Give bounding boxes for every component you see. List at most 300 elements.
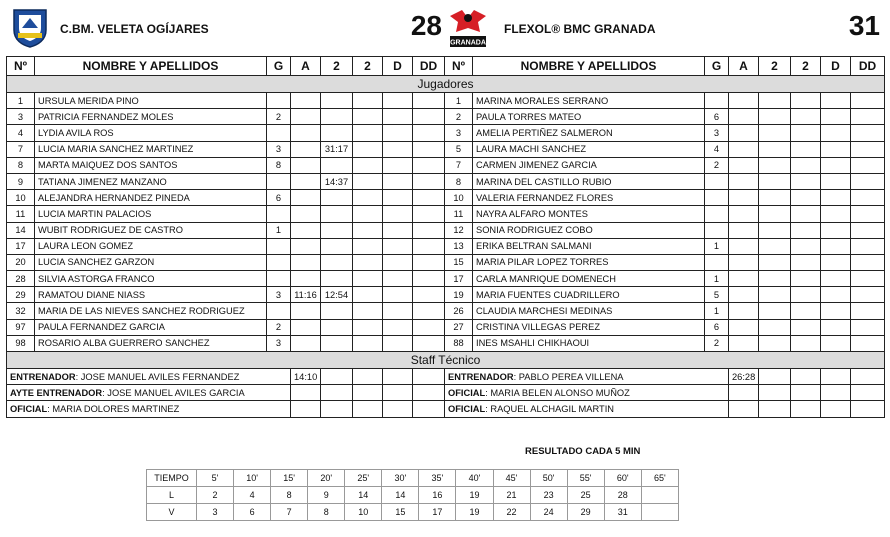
stat-cell (291, 303, 321, 319)
player-number: 28 (7, 271, 35, 287)
table-row (7, 93, 885, 109)
stat-cell (383, 254, 413, 270)
stat-cell (705, 93, 729, 109)
away-team-name: FLEXOL® BMC GRANADA (504, 22, 656, 36)
player-number: 3 (445, 125, 473, 141)
stat-cell (291, 125, 321, 141)
stat-cell: 3 (705, 125, 729, 141)
stat-cell (267, 206, 291, 222)
stat-cell (353, 238, 383, 254)
column-header-row (7, 57, 885, 76)
match-header (6, 4, 884, 52)
results-row (147, 487, 679, 504)
home-team-name: C.BM. VELETA OGÍJARES (60, 22, 209, 36)
stat-cell (821, 271, 851, 287)
stat-cell (267, 93, 291, 109)
column-header: DD (413, 57, 445, 76)
stat-cell (353, 369, 383, 385)
away-team-header (446, 4, 884, 52)
stat-cell (705, 173, 729, 189)
stat-cell (705, 254, 729, 270)
stat-cell (413, 109, 445, 125)
results-header-row (147, 470, 679, 487)
stat-cell (353, 335, 383, 351)
column-header: D (821, 57, 851, 76)
results-header-cell: TIEMPO (147, 470, 197, 487)
stat-cell (821, 401, 851, 417)
away-score: 31 (848, 10, 880, 41)
stat-cell (729, 109, 759, 125)
column-header: G (267, 57, 291, 76)
results-cell: 10 (345, 504, 382, 521)
stat-cell (383, 190, 413, 206)
player-number: 97 (7, 319, 35, 335)
stat-cell (821, 125, 851, 141)
stat-cell: 14:37 (321, 173, 353, 189)
player-name: LUCIA MARTIN PALACIOS (35, 206, 267, 222)
stat-cell (291, 319, 321, 335)
stat-cell (729, 93, 759, 109)
player-name: PAULA TORRES MATEO (473, 109, 705, 125)
table-row (7, 206, 885, 222)
staff-time (729, 401, 759, 417)
stat-cell (353, 141, 383, 157)
stat-cell (383, 157, 413, 173)
results-cell: 17 (419, 504, 456, 521)
player-name: INES MSAHLI CHIKHAOUI (473, 335, 705, 351)
players-section-band-label: Jugadores (7, 76, 885, 93)
stat-cell (821, 173, 851, 189)
results-cell: 25 (567, 487, 604, 504)
player-number: 8 (445, 173, 473, 189)
player-name: CLAUDIA MARCHESI MEDINAS (473, 303, 705, 319)
stat-cell (759, 303, 791, 319)
stat-cell (791, 254, 821, 270)
results-cell: 31 (604, 504, 641, 521)
stat-cell (851, 109, 885, 125)
stat-cell: 31:17 (321, 141, 353, 157)
results-header-cell: 65' (641, 470, 678, 487)
stat-cell (413, 385, 445, 401)
staff-time (729, 385, 759, 401)
shield-logo-icon (10, 6, 50, 48)
results-header-cell: 15' (271, 470, 308, 487)
staff-row (7, 401, 885, 417)
staff-role: ENTRENADOR (448, 371, 514, 382)
home-team-header (6, 4, 444, 52)
stat-cell (851, 287, 885, 303)
players-table (6, 56, 885, 418)
player-number: 4 (7, 125, 35, 141)
table-row (7, 303, 885, 319)
staff-role: OFICIAL (448, 403, 486, 414)
stat-cell: 6 (705, 109, 729, 125)
table-row (7, 222, 885, 238)
results-cell: 29 (567, 504, 604, 521)
stat-cell: 3 (267, 287, 291, 303)
results-cell: 3 (197, 504, 234, 521)
results-header-cell: 25' (345, 470, 382, 487)
player-number: 98 (7, 335, 35, 351)
results-cell: 4 (234, 487, 271, 504)
stat-cell (291, 190, 321, 206)
staff-member (7, 401, 291, 417)
stat-cell (851, 385, 885, 401)
stat-cell (321, 271, 353, 287)
results-title: RESULTADO CADA 5 MIN (525, 446, 641, 457)
stat-cell: 2 (267, 109, 291, 125)
stat-cell (729, 319, 759, 335)
column-header: D (383, 57, 413, 76)
stat-cell (791, 93, 821, 109)
results-header-cell: 5' (197, 470, 234, 487)
stat-cell (267, 238, 291, 254)
stat-cell (791, 271, 821, 287)
column-header: Nº (445, 57, 473, 76)
column-header: A (291, 57, 321, 76)
results-cell: V (147, 504, 197, 521)
staff-role: OFICIAL (448, 387, 486, 398)
stat-cell (353, 173, 383, 189)
player-name: LAURA MACHI SANCHEZ (473, 141, 705, 157)
results-cell: 23 (530, 487, 567, 504)
stat-cell: 12:54 (321, 287, 353, 303)
column-header: DD (851, 57, 885, 76)
stat-cell (383, 206, 413, 222)
player-name: URSULA MERIDA PINO (35, 93, 267, 109)
stat-cell (321, 238, 353, 254)
stat-cell (353, 271, 383, 287)
results-header-cell: 40' (456, 470, 493, 487)
stat-cell (729, 287, 759, 303)
results-cell (641, 487, 678, 504)
player-name: SILVIA ASTORGA FRANCO (35, 271, 267, 287)
stat-cell (759, 125, 791, 141)
players-section-band (7, 76, 885, 93)
stat-cell (791, 173, 821, 189)
stat-cell (353, 109, 383, 125)
player-number: 12 (445, 222, 473, 238)
stat-cell (759, 287, 791, 303)
stat-cell (821, 222, 851, 238)
stat-cell: 11:16 (291, 287, 321, 303)
stat-cell (353, 190, 383, 206)
stat-cell (759, 157, 791, 173)
stat-cell (791, 206, 821, 222)
stat-cell (705, 190, 729, 206)
stat-cell (759, 254, 791, 270)
stat-cell (291, 109, 321, 125)
stat-cell (759, 109, 791, 125)
staff-member (445, 369, 729, 385)
stat-cell (759, 190, 791, 206)
stat-cell (851, 125, 885, 141)
player-name: MARINA MORALES SERRANO (473, 93, 705, 109)
results-cell: 2 (197, 487, 234, 504)
stat-cell (791, 141, 821, 157)
table-row (7, 141, 885, 157)
table-row (7, 109, 885, 125)
table-row (7, 190, 885, 206)
stat-cell (791, 385, 821, 401)
column-header: NOMBRE Y APELLIDOS (35, 57, 267, 76)
results-cell: L (147, 487, 197, 504)
stat-cell (821, 109, 851, 125)
stat-cell: 1 (705, 271, 729, 287)
table-row (7, 173, 885, 189)
table-row (7, 157, 885, 173)
stat-cell (729, 271, 759, 287)
stat-cell (291, 238, 321, 254)
player-number: 3 (7, 109, 35, 125)
match-sheet (6, 4, 884, 414)
stat-cell (413, 222, 445, 238)
stat-cell (821, 238, 851, 254)
stat-cell (383, 141, 413, 157)
player-number: 19 (445, 287, 473, 303)
stat-cell (383, 319, 413, 335)
staff-time: 14:10 (291, 369, 321, 385)
stat-cell (413, 238, 445, 254)
player-number: 15 (445, 254, 473, 270)
staff-section-band-label: Staff Técnico (7, 352, 885, 369)
stat-cell (267, 303, 291, 319)
stat-cell (321, 109, 353, 125)
stat-cell (383, 109, 413, 125)
results-cell: 16 (419, 487, 456, 504)
player-name: ROSARIO ALBA GUERRERO SANCHEZ (35, 335, 267, 351)
staff-row (7, 369, 885, 385)
player-number: 5 (445, 141, 473, 157)
stat-cell (729, 254, 759, 270)
stat-cell (759, 369, 791, 385)
results-row (147, 504, 679, 521)
stat-cell (383, 287, 413, 303)
stat-cell (851, 319, 885, 335)
results-header-cell: 50' (530, 470, 567, 487)
player-name: CRISTINA VILLEGAS PEREZ (473, 319, 705, 335)
staff-section-band (7, 352, 885, 369)
column-header: A (729, 57, 759, 76)
stat-cell (851, 93, 885, 109)
stat-cell (821, 206, 851, 222)
stat-cell (791, 335, 821, 351)
stat-cell (729, 206, 759, 222)
stat-cell (321, 222, 353, 238)
column-header: 2 (791, 57, 821, 76)
stat-cell (413, 271, 445, 287)
staff-role: ENTRENADOR (10, 371, 76, 382)
player-number: 20 (7, 254, 35, 270)
staff-name: : PABLO PEREA VILLENA (513, 371, 624, 382)
stat-cell (413, 369, 445, 385)
stat-cell (291, 206, 321, 222)
results-cell: 21 (493, 487, 530, 504)
player-number: 32 (7, 303, 35, 319)
stat-cell (851, 206, 885, 222)
stat-cell (383, 401, 413, 417)
stat-cell (413, 93, 445, 109)
stat-cell (291, 173, 321, 189)
player-number: 9 (7, 173, 35, 189)
stat-cell (729, 157, 759, 173)
staff-time: 26:28 (729, 369, 759, 385)
column-header: Nº (7, 57, 35, 76)
player-number: 11 (445, 206, 473, 222)
player-name: CARMEN JIMENEZ GARCIA (473, 157, 705, 173)
stat-cell (383, 238, 413, 254)
player-number: 10 (445, 190, 473, 206)
results-cell: 19 (456, 487, 493, 504)
stat-cell (321, 125, 353, 141)
stat-cell (291, 271, 321, 287)
player-name: MARINA DEL CASTILLO RUBIO (473, 173, 705, 189)
stat-cell (791, 109, 821, 125)
stat-cell (851, 335, 885, 351)
table-row (7, 287, 885, 303)
stat-cell (729, 141, 759, 157)
stat-cell (413, 287, 445, 303)
stat-cell (851, 401, 885, 417)
stat-cell (821, 303, 851, 319)
stat-cell (851, 369, 885, 385)
stat-cell (291, 157, 321, 173)
player-number: 10 (7, 190, 35, 206)
stat-cell (383, 93, 413, 109)
player-name: ERIKA BELTRAN SALMANI (473, 238, 705, 254)
stat-cell (321, 319, 353, 335)
stat-cell (413, 141, 445, 157)
stat-cell (791, 287, 821, 303)
stat-cell (821, 335, 851, 351)
stat-cell (321, 93, 353, 109)
stat-cell (291, 141, 321, 157)
stat-cell (851, 254, 885, 270)
stat-cell (821, 287, 851, 303)
player-number: 27 (445, 319, 473, 335)
results-cell: 15 (382, 504, 419, 521)
player-name: SONIA RODRIGUEZ COBO (473, 222, 705, 238)
stat-cell (267, 125, 291, 141)
player-name: MARIA PILAR LOPEZ TORRES (473, 254, 705, 270)
player-name: CARLA MANRIQUE DOMENECH (473, 271, 705, 287)
stat-cell (383, 173, 413, 189)
staff-member (7, 369, 291, 385)
stat-cell (759, 222, 791, 238)
column-header: 2 (353, 57, 383, 76)
stat-cell (353, 222, 383, 238)
table-row (7, 238, 885, 254)
stat-cell (353, 287, 383, 303)
stat-cell: 3 (267, 141, 291, 157)
column-header: 2 (759, 57, 791, 76)
player-name: LUCIA SANCHEZ GARZON (35, 254, 267, 270)
stat-cell (321, 190, 353, 206)
results-table (146, 469, 679, 521)
staff-time (291, 385, 321, 401)
stat-cell (759, 93, 791, 109)
stat-cell (759, 271, 791, 287)
player-name: VALERIA FERNANDEZ FLORES (473, 190, 705, 206)
player-name: MARTA MAIQUEZ DOS SANTOS (35, 157, 267, 173)
stat-cell: 1 (705, 238, 729, 254)
results-cell: 8 (271, 487, 308, 504)
stat-cell (791, 190, 821, 206)
results-cell: 28 (604, 487, 641, 504)
stat-cell (353, 125, 383, 141)
stat-cell (851, 157, 885, 173)
stat-cell (353, 93, 383, 109)
stat-cell (321, 369, 353, 385)
stat-cell (759, 385, 791, 401)
stat-cell (821, 385, 851, 401)
stat-cell (729, 173, 759, 189)
staff-role: AYTE ENTRENADOR (10, 387, 103, 398)
stat-cell (791, 125, 821, 141)
player-number: 8 (7, 157, 35, 173)
stat-cell (705, 206, 729, 222)
stat-cell: 2 (705, 157, 729, 173)
stat-cell (353, 157, 383, 173)
player-number: 14 (7, 222, 35, 238)
results-cell: 14 (382, 487, 419, 504)
results-cell: 14 (345, 487, 382, 504)
stat-cell (729, 303, 759, 319)
player-number: 17 (445, 271, 473, 287)
stat-cell: 1 (705, 303, 729, 319)
stat-cell (821, 369, 851, 385)
player-name: LYDIA AVILA ROS (35, 125, 267, 141)
player-name: LUCIA MARIA SANCHEZ MARTINEZ (35, 141, 267, 157)
results-header-cell: 20' (308, 470, 345, 487)
results-header-cell: 30' (382, 470, 419, 487)
player-name: PAULA FERNANDEZ GARCIA (35, 319, 267, 335)
stat-cell (759, 319, 791, 335)
staff-name: : MARIA DOLORES MARTINEZ (47, 403, 180, 414)
stat-cell (321, 206, 353, 222)
stat-cell (291, 335, 321, 351)
staff-time (291, 401, 321, 417)
player-name: AMELIA PERTIÑEZ SALMERON (473, 125, 705, 141)
stat-cell (759, 141, 791, 157)
player-name: ALEJANDRA HERNANDEZ PINEDA (35, 190, 267, 206)
player-number: 2 (445, 109, 473, 125)
player-number: 88 (445, 335, 473, 351)
stat-cell (851, 303, 885, 319)
stat-cell (791, 401, 821, 417)
results-header-cell: 10' (234, 470, 271, 487)
stat-cell (353, 303, 383, 319)
player-number: 7 (7, 141, 35, 157)
stat-cell (851, 271, 885, 287)
stat-cell (759, 401, 791, 417)
results-cell: 8 (308, 504, 345, 521)
stat-cell (321, 335, 353, 351)
stat-cell (353, 254, 383, 270)
stat-cell (383, 385, 413, 401)
stat-cell (705, 222, 729, 238)
stat-cell (413, 206, 445, 222)
staff-member (7, 385, 291, 401)
player-number: 13 (445, 238, 473, 254)
stat-cell (413, 319, 445, 335)
staff-name: : MARIA BELEN ALONSO MUÑOZ (485, 387, 630, 398)
column-header: G (705, 57, 729, 76)
stat-cell (291, 93, 321, 109)
stat-cell (759, 335, 791, 351)
player-number: 1 (7, 93, 35, 109)
table-row (7, 319, 885, 335)
